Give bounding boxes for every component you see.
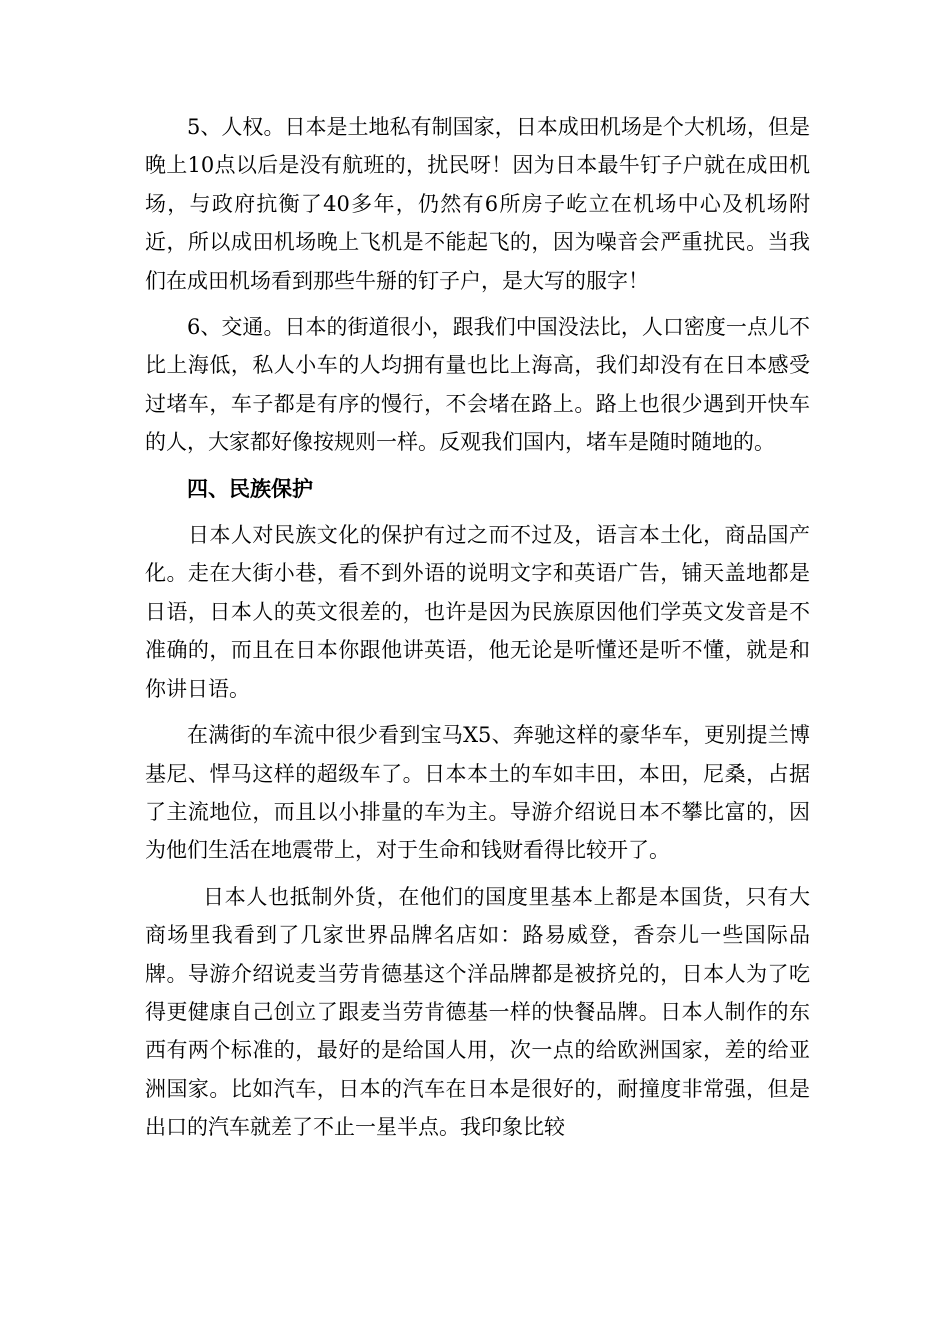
paragraph-human-rights: 5、人权。日本是土地私有制国家，日本成田机场是个大机场，但是晚上10点以后是没有航班的，扰民呀！因为日本最牛钉子户就在成田机场，与政府抗衡了40多年，仍然有6所房子屹立在机场中心及机场附近，所以成田机场晚上飞机是不能起飞的，因为噪音会严重扰民。当我们在成田机场看到那些牛掰的钉子户，是大写的服字！ (145, 115, 810, 293)
paragraph-cars: 在满街的车流中很少看到宝马X5、奔驰这样的豪华车，更别提兰博基尼、悍马这样的超级车了。日本本土的车如丰田，本田，尼桑，占据了主流地位，而且以小排量的车为主。导游介绍说日本不攀比富的，因为他们生活在地震带上，对于生命和钱财看得比较开了。 (145, 723, 810, 863)
paragraph-traffic: 6、交通。日本的街道很小，跟我们中国没法比，人口密度一点儿不比上海低，私人小车的人均拥有量也比上海高，我们却没有在日本感受过堵车，车子都是有序的慢行，不会堵在路上。路上也很少遇到开快车的人，大家都好像按规则一样。反观我们国内，堵车是随时随地的。 (145, 315, 810, 455)
paragraph-culture-protection: 日本人对民族文化的保护有过之而不过及，语言本土化，商品国产化。走在大街小巷，看不到外语的说明文字和英语广告，铺天盖地都是日语，日本人的英文很差的，也许是因为民族原因他们学英文发音是不准确的，而且在日本你跟他讲英语，他无论是听懂还是听不懂，就是和你讲日语。 (145, 523, 810, 701)
document-body (145, 108, 810, 1155)
paragraph-foreign-goods: 日本人也抵制外货，在他们的国度里基本上都是本国货，只有大商场里我看到了几家世界品牌名店如：路易威登，香奈儿一些国际品牌。导游介绍说麦当劳肯德基这个洋品牌都是被挤兑的，日本人为了吃得更健康自己创立了跟麦当劳肯德基一样的快餐品牌。日本人制作的东西有两个标准的，最好的是给国人用，次一点的给欧洲国家，差的给亚洲国家。比如汽车，日本的汽车在日本是很好的，耐撞度非常强，但是出口的汽车就差了不止一星半点。我印象比较 (145, 884, 810, 1140)
section-heading-national-protection: 四、民族保护 (187, 475, 313, 501)
